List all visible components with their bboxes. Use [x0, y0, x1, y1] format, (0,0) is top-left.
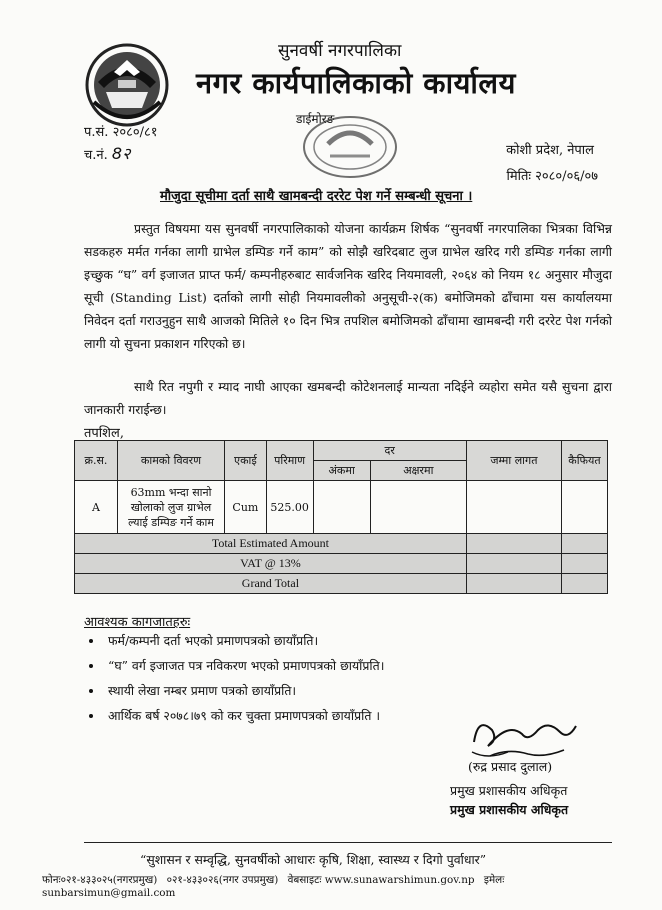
cell-rate-figure	[313, 481, 370, 534]
cell-qty: 525.00	[266, 481, 313, 534]
cell-desc: 63mm भन्दा सानो खोलाको लुज ग्राभेल ल्याई डम्पिङ गर्ने काम	[118, 481, 225, 534]
details-label: तपशिल,	[84, 426, 124, 441]
summary-total-label: Total Estimated Amount	[75, 534, 467, 554]
website-link[interactable]: वेबसाइटः www.sunawarshimun.gov.np	[287, 874, 475, 886]
municipality-name: सुनवर्षी नगरपालिका	[278, 41, 402, 61]
signature-icon	[468, 712, 580, 762]
col-unit: एकाई	[225, 441, 267, 481]
summary-row-total	[75, 534, 608, 554]
ref-ps: प.सं. २०८०/८१	[84, 125, 158, 140]
body-paragraph-2: साथै रित नपुगी र म्याद नाघी आएका खमबन्दी कोटेशनलाई मान्यता नदिईने व्यहोरा समेत यसै सुचना द्वारा जानकारी गराईन्छ।	[84, 379, 612, 417]
footer-contact	[42, 873, 642, 899]
province: कोशी प्रदेश, नेपाल	[506, 143, 594, 158]
signatory-title: प्रमुख प्रशासकीय अधिकृत	[450, 783, 568, 798]
footer-divider	[84, 842, 612, 843]
district-line: डाईमोरङ	[296, 112, 335, 126]
rate-table	[74, 440, 608, 594]
summary-grand-label: Grand Total	[75, 574, 467, 594]
col-rate-figure: अंकमा	[313, 461, 370, 481]
office-stamp-icon	[300, 112, 400, 182]
cell-rate-words	[370, 481, 466, 534]
email-link[interactable]: इमेलः sunbarsimun@gmail.com	[42, 874, 505, 899]
list-item: • फर्म/कम्पनी दर्ता भएको प्रमाणपत्रको छायाँप्रति।	[104, 628, 564, 653]
cell-remarks	[561, 481, 607, 534]
cell-unit: Cum	[225, 481, 267, 534]
list-item: • स्थायी लेखा नम्बर प्रमाण पत्रको छायाँप्रति।	[104, 678, 564, 703]
phone-deputy: ०२१-४३३०२६(नगर उपप्रमुख)	[166, 874, 279, 886]
body-paragraph-1: प्रस्तुत विषयमा यस सुनवर्षी नगरपालिकाको योजना कार्यक्रम शिर्षक “सुनवर्षी नगरपालिका भित्रका विभिन्न सडकहरु मर्मत गर्नका लागी ग्राभेल डम्पिङ गर्ने काम” को सोझै खरिदबाट लुज ग्राभेल खरिद गरी डम्पिङ गर्नका लागी इच्छुक “घ” वर्ग इजाजत प्राप्त फर्म/ कम्पनीहरुबाट सार्वजनिक खरिद नियमावली, २०६४ को नियम १८ अनुसार मौजुदा सूची (Standing List) दर्ताको लागी सोही नियमावलीको अनुसूची-२(क) बमोजिमको ढाँचामा यस कार्यालयमा निवेदन दर्ता गराउनुहुन साथै आजको मितिले १० दिन भित्र तपशिल बमोजिमको ढाँचामा खामबन्दी गरी दररेट पेश गर्नको लागी यो सुचना प्रकाशन गरिएको छ।	[84, 221, 612, 351]
office-title: नगर कार्यपालिकाको कार्यालय	[196, 66, 516, 100]
col-total: जम्मा लागत	[466, 441, 561, 481]
list-item: • आर्थिक बर्ष २०७८।७९ को कर चुक्ता प्रमाणपत्रको छायाँप्रति ।	[104, 703, 564, 728]
summary-row-vat	[75, 554, 608, 574]
list-item: • “घ” वर्ग इजाजत पत्र नविकरण भएको प्रमाणपत्रको छायाँप्रति।	[104, 653, 564, 678]
col-rate: दर	[313, 441, 466, 461]
summary-vat-label: VAT @ 13%	[75, 554, 467, 574]
summary-row-grand	[75, 574, 608, 594]
ref-cn	[84, 142, 130, 164]
table-row	[75, 481, 608, 534]
col-qty: परिमाण	[266, 441, 313, 481]
cell-total	[466, 481, 561, 534]
col-rate-words: अक्षरमा	[370, 461, 466, 481]
subject-line: मौजुदा सूचीमा दर्ता साथै खामबन्दी दररेट पेश गर्ने सम्बन्धी सूचना ।	[160, 189, 473, 204]
ref-cn-value: 8२	[111, 144, 131, 163]
nepal-emblem-icon	[84, 42, 170, 128]
col-remarks: कैफियत	[561, 441, 607, 481]
footer-slogan: “सुशासन र सम्वृद्धि, सुनवर्षीको आधारः कृषि, शिक्षा, स्वास्थ्य र दिगो पुर्वाधार”	[140, 852, 487, 867]
signatory-name: (रुद्र प्रसाद दुलाल)	[468, 759, 553, 774]
cell-sn: A	[75, 481, 118, 534]
documents-heading: आवश्यक कागजातहरुः	[84, 615, 191, 630]
issue-date: मितिः २०८०/०६/०७	[506, 169, 598, 184]
col-sn: क्र.स.	[75, 441, 118, 481]
phone-mayor: फोनः०२१-४३३०२५(नगरप्रमुख)	[42, 874, 158, 886]
designation-stamp: प्रमुख प्रशासकीय अधिकृत	[450, 802, 569, 817]
col-desc: कामको विवरण	[118, 441, 225, 481]
ref-cn-label: च.नं.	[84, 148, 108, 163]
